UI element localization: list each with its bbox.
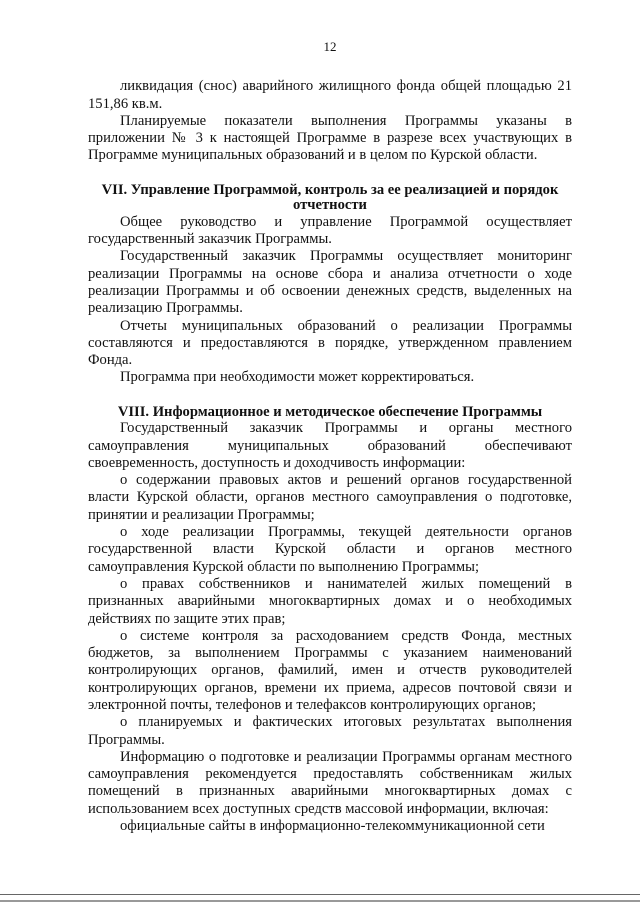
- section-8-paragraph: Информацию о подготовке и реализации Программы органам местного самоуправления рекомендуется предоставлять собственникам жилых помещений в признанных аварийными многоквартирных домах с использованием всех доступных средств массовой информации, включая:: [88, 748, 572, 817]
- section-8-list-item: о содержании правовых актов и решений органов государственной власти Курской области, органов местного самоуправления о подготовке, принятии и реализации Программы;: [88, 472, 572, 523]
- section-8-list-item: о правах собственников и нанимателей жилых помещений в признанных аварийными многоквартирных домах и о необходимых действиях по защите этих прав;: [88, 575, 572, 627]
- intro-paragraph-1: ликвидация (снос) аварийного жилищного фонда общей площадью 21 151,86 кв.м.: [88, 78, 572, 112]
- section-8-list-item: о системе контроля за расходованием средств Фонда, местных бюджетов, за выполнением Программы с указанием наименований контролирующих органов, фамилий, имен и отчеств руководителей контролирующих органов, времени их приема, адресов почтовой связи и электронной почты, телефонов и телефаксов контролирующих органов;: [88, 627, 572, 713]
- scan-edge-shadow: [0, 900, 640, 902]
- section-7-paragraph: Государственный заказчик Программы осуществляет мониторинг реализации Программы на основе сбора и анализа отчетности о ходе реализации Программы и об освоении денежных средств, выделенных на реализацию Программы.: [88, 248, 572, 317]
- section-7-paragraph: Общее руководство и управление Программой осуществляет государственный заказчик Программы.: [88, 213, 572, 248]
- section-8-list-item: о ходе реализации Программы, текущей деятельности органов государственной власти Курской области и органов местного самоуправления Курской области по выполнению Программы;: [88, 524, 572, 575]
- intro-paragraph-2: Планируемые показатели выполнения Программы указаны в приложении № 3 к настоящей Программе в разрезе всех участвующих в Программе муниципальных образований и в целом по Курской области.: [88, 112, 572, 164]
- section-8-paragraph: официальные сайты в информационно-телекоммуникационной сети: [120, 818, 545, 835]
- section-7-paragraph: Программа при необходимости может корректироваться.: [120, 369, 475, 386]
- section-8-paragraph: Государственный заказчик Программы и органы местного самоуправления муниципальных образований обеспечивают своевременность, доступность и доходчивость информации:: [88, 420, 572, 471]
- section-7-heading: VII. Управление Программой, контроль за ее реализацией и порядок отчетности: [101, 181, 559, 214]
- section-7-paragraph: Отчеты муниципальных образований о реализации Программы составляются и предоставляются в порядке, утвержденном правлением Фонда.: [88, 317, 572, 369]
- scan-edge-line: [0, 894, 640, 895]
- section-8-heading: VIII. Информационное и методическое обеспечение Программы: [117, 403, 543, 420]
- page-number: 12: [323, 39, 337, 54]
- section-8-list-item: о планируемых и фактических итоговых результатах выполнения Программы.: [88, 714, 572, 748]
